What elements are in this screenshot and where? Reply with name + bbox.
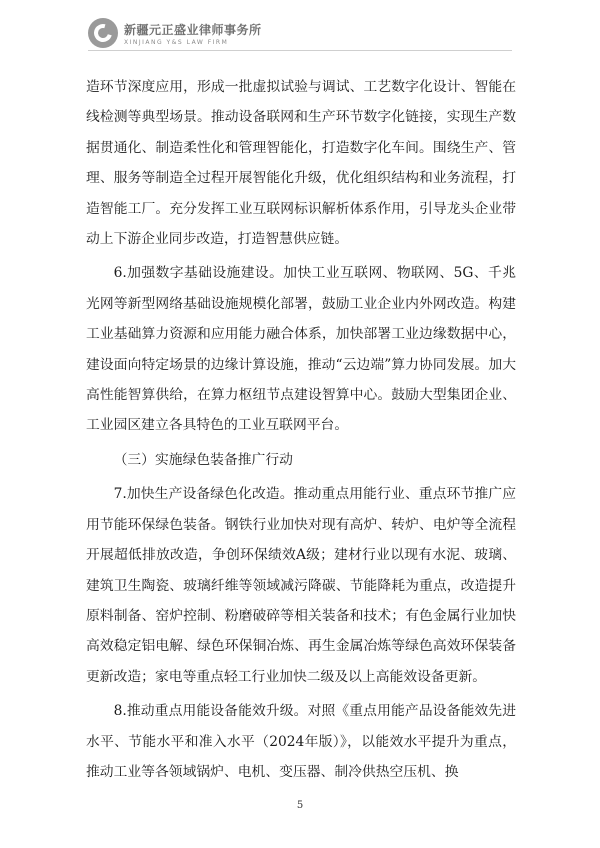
page-number: 5 <box>296 800 304 811</box>
paragraph-item-8: 8.推动重点用能设备能效升级。对照《重点用能产品设备能效先进水平、节能水平和准入水平（2024年版）》，以能效水平提升为重点，推动工业等各领域锅炉、电机、变压器、制冷供热空压机、换 <box>86 703 516 780</box>
paragraph-continuation: 造环节深度应用，形成一批虚拟试验与调试、工艺数字化设计、智能在线检测等典型场景。推动设备联网和生产环节数字化链接，实现生产数据贯通化、制造柔性化和管理智能化，打造数字化车间。围绕生产、管理、服务等制造全过程开展智能化升级，优化组织结构和业务流程，打造智能工厂。充分发挥工业互联网标识解析体系作用，引导龙头企业带动上下游企业同步改造，打造智慧供应链。 <box>86 79 516 248</box>
paragraph-item-7: 7.加快生产设备绿色化改造。推动重点用能行业、重点环节推广应用节能环保绿色装备。钢铁行业加快对现有高炉、转炉、电炉等全流程开展超低排放改造，争创环保绩效A级；建材行业以现有水泥、玻璃、建筑卫生陶瓷、玻璃纤维等领域减污降碳、节能降耗为重点，改造提升原料制备、窑炉控制、粉磨破碎等相关装备和技术；有色金属行业加快高效稳定铝电解、绿色环保铜冶炼、再生金属冶炼等绿色高效环保装备更新改造；家电等重点轻工行业加快二级及以上高能效设备更新。 <box>86 486 516 685</box>
firm-name-block <box>124 21 262 46</box>
paragraph-item-6: 6.加强数字基础设施建设。加快工业互联网、物联网、5G、千兆光网等新型网络基础设施规模化部署，鼓励工业企业内外网改造。构建工业基础算力资源和应用能力融合体系，加快部署工业边缘数据中心，建设面向特定场景的边缘计算设施，推动“云边端”算力协同发展。加大高性能智算供给，在算力枢纽节点建设智算中心。鼓励大型集团企业、工业园区建立各具特色的工业互联网平台。 <box>86 265 516 434</box>
firm-logo-icon <box>88 18 118 48</box>
firm-header <box>88 18 262 48</box>
document-body <box>86 72 516 787</box>
firm-name-en: XINJIANG Y&S LAW FIRM <box>124 38 229 46</box>
section-heading-3: （三）实施绿色装备推广行动 <box>113 451 293 468</box>
firm-name-cn: 新疆元正盛业律师事务所 <box>124 22 262 37</box>
header-divider <box>88 50 512 51</box>
